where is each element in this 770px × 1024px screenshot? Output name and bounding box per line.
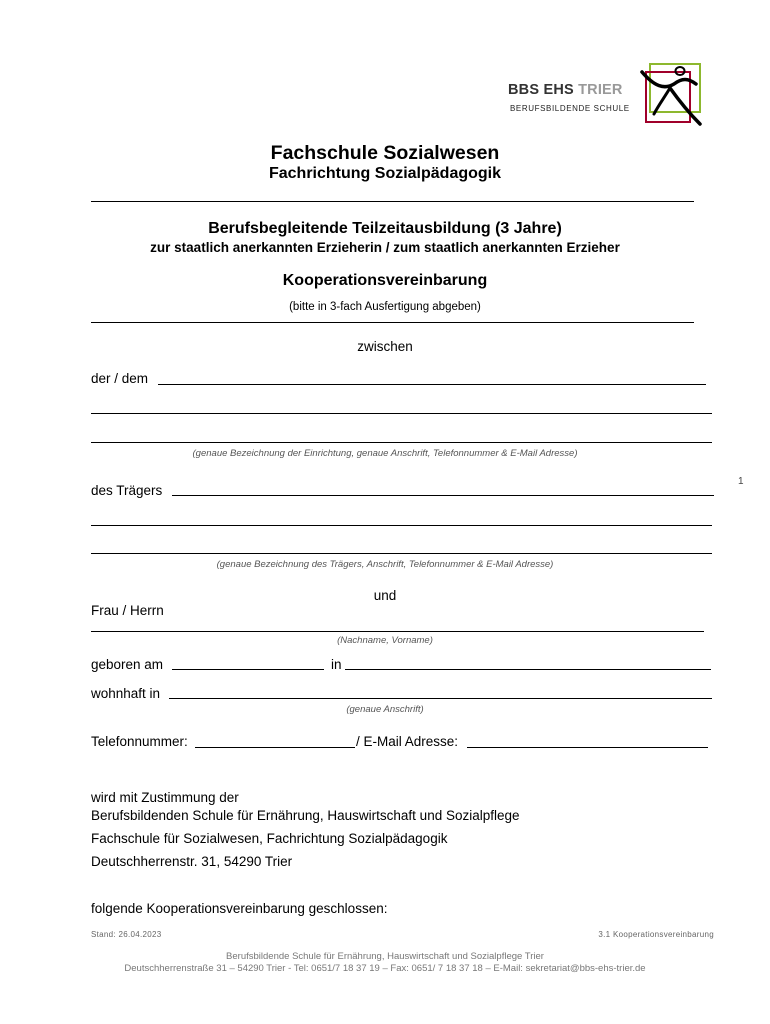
logo-name-part1: BBS EHS xyxy=(508,82,574,98)
birthplace-label: in xyxy=(331,657,342,672)
birthdate-line[interactable] xyxy=(172,669,324,670)
address-hint: (genaue Anschrift) xyxy=(346,704,424,715)
logo-figure-icon xyxy=(640,58,708,130)
page-number: 1 xyxy=(738,476,744,487)
header-divider xyxy=(91,201,694,202)
carrier-line-1[interactable] xyxy=(172,495,714,496)
footer-date: Stand: 26.04.2023 xyxy=(91,930,162,939)
living-label: wohnhaft in xyxy=(91,686,161,701)
name-hint: (Nachname, Vorname) xyxy=(337,635,433,646)
birthplace-line[interactable] xyxy=(345,669,711,670)
school-department: Fachschule für Sozialwesen, Fachrichtung Sozialpädagogik xyxy=(91,831,448,846)
carrier-line-3[interactable] xyxy=(91,553,712,554)
logo-name-part2: TRIER xyxy=(578,82,623,98)
institution-line-1[interactable] xyxy=(158,384,706,385)
person-label: Frau / Herrn xyxy=(91,603,164,618)
phone-line[interactable] xyxy=(195,747,355,748)
institution-line-3[interactable] xyxy=(91,442,712,443)
institution-label: der / dem xyxy=(91,371,149,386)
email-label: / E-Mail Adresse: xyxy=(356,734,459,749)
address-line[interactable] xyxy=(169,698,712,699)
born-label: geboren am xyxy=(91,657,164,672)
page-title: Fachschule Sozialwesen xyxy=(270,142,500,164)
agreement-title: Kooperationsvereinbarung xyxy=(282,272,488,289)
agreement-divider xyxy=(91,322,694,323)
institution-line-2[interactable] xyxy=(91,413,712,414)
name-line[interactable] xyxy=(91,631,704,632)
school-address: Deutschherrenstr. 31, 54290 Trier xyxy=(91,854,293,869)
page-subtitle: Fachrichtung Sozialpädagogik xyxy=(268,165,502,182)
footer-contact: Deutschherrenstraße 31 – 54290 Trier - Tel: 0651/7 18 37 19 – Fax: 0651/ 7 18 37 18 – E-Mail: sekretariat@bbs-ehs-trier.de xyxy=(124,963,646,974)
conclusion-line: folgende Kooperationsvereinbarung geschlossen: xyxy=(91,901,388,916)
phone-label: Telefonnummer: xyxy=(91,734,188,749)
between-text: zwischen xyxy=(357,339,413,354)
program-title: Berufsbegleitende Teilzeitausbildung (3 Jahre) xyxy=(208,220,562,237)
program-subtitle: zur staatlich anerkannten Erzieherin / zum staatlich anerkannten Erzieher xyxy=(150,240,620,255)
logo-subtitle: BERUFSBILDENDE SCHULE xyxy=(510,104,630,113)
agreement-note: (bitte in 3-fach Ausfertigung abgeben) xyxy=(289,301,481,313)
footer-doc-label: 3.1 Kooperationsvereinbarung xyxy=(598,930,714,939)
footer-school: Berufsbildende Schule für Ernährung, Hauswirtschaft und Sozialpflege Trier xyxy=(226,951,544,962)
and-text: und xyxy=(373,588,397,603)
carrier-hint: (genaue Bezeichnung des Trägers, Anschrift, Telefonnummer & E-Mail Adresse) xyxy=(216,559,554,570)
email-line[interactable] xyxy=(467,747,708,748)
carrier-line-2[interactable] xyxy=(91,525,712,526)
carrier-label: des Trägers xyxy=(91,483,163,498)
school-logo xyxy=(508,58,708,130)
school-name: Berufsbildenden Schule für Ernährung, Hauswirtschaft und Sozialpflege xyxy=(91,808,520,823)
institution-hint: (genaue Bezeichnung der Einrichtung, genaue Anschrift, Telefonnummer & E-Mail Adresse) xyxy=(192,448,578,459)
logo-name xyxy=(508,82,623,98)
consent-line: wird mit Zustimmung der xyxy=(91,790,239,805)
